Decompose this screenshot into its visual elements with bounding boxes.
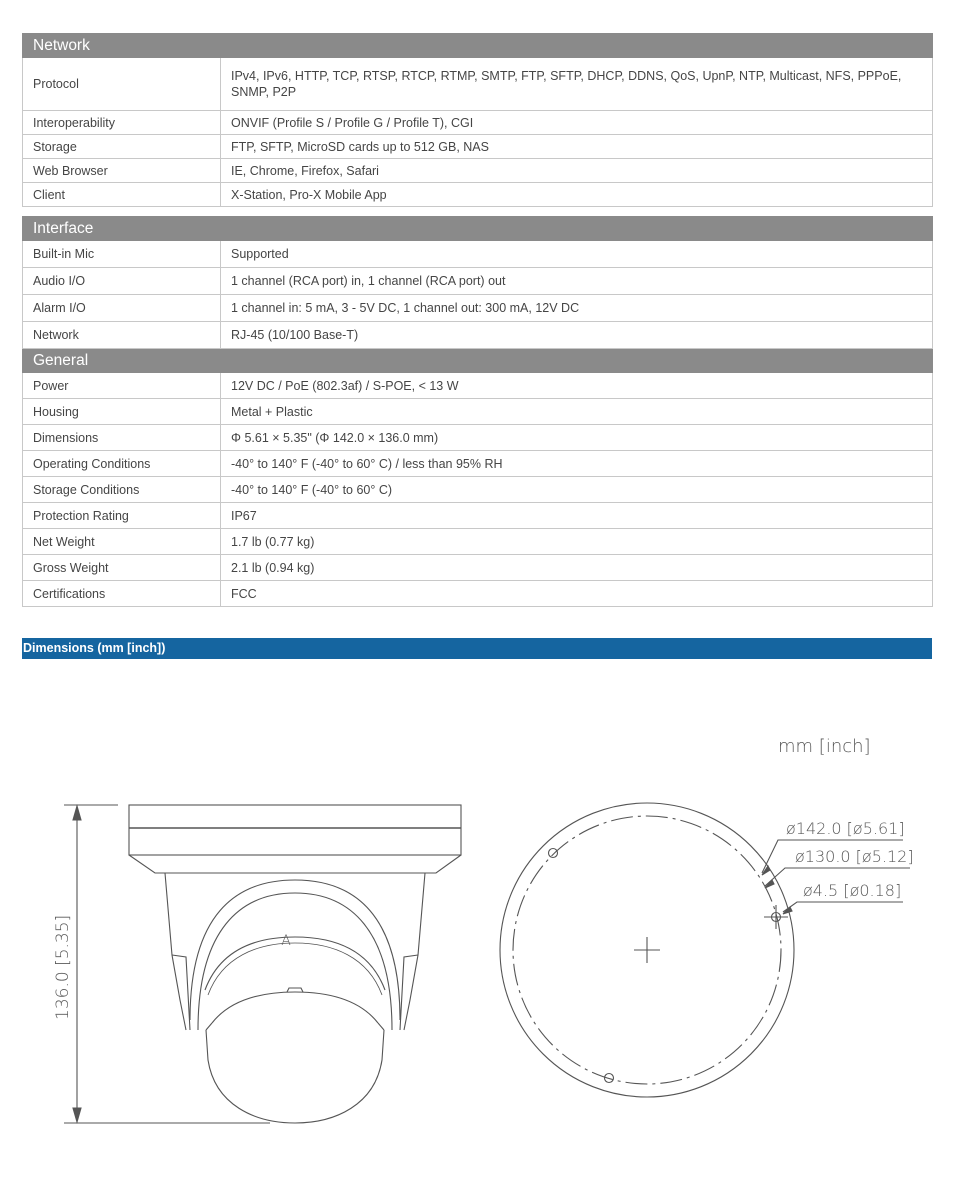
spec-label: Interoperability [23, 111, 221, 135]
spec-value-line: SNMP, P2P [231, 85, 297, 99]
spec-value: IE, Chrome, Firefox, Safari [221, 159, 933, 183]
section-header-interface: Interface [23, 217, 933, 241]
spec-label: Protection Rating [23, 503, 221, 529]
spec-label: Housing [23, 399, 221, 425]
spec-value: 12V DC / PoE (802.3af) / S-POE, < 13 W [221, 373, 933, 399]
spec-value: 1 channel in: 5 mA, 3 - 5V DC, 1 channel out: 300 mA, 12V DC [221, 295, 933, 322]
spec-value: FTP, SFTP, MicroSD cards up to 512 GB, NAS [221, 135, 933, 159]
table-row [23, 581, 933, 607]
table-row [23, 241, 933, 268]
spec-label: Built-in Mic [23, 241, 221, 268]
table-row [23, 159, 933, 183]
spec-value: 1.7 lb (0.77 kg) [221, 529, 933, 555]
table-row [23, 183, 933, 207]
spec-label: Protocol [23, 58, 221, 111]
hole-label: ø4.5 [ø0.18] [803, 881, 902, 900]
spec-label: Net Weight [23, 529, 221, 555]
spec-value [221, 58, 933, 111]
spec-label: Network [23, 322, 221, 349]
spec-label: Operating Conditions [23, 451, 221, 477]
table-row [23, 477, 933, 503]
spec-value: IP67 [221, 503, 933, 529]
spec-value: ONVIF (Profile S / Profile G / Profile T), CGI [221, 111, 933, 135]
table-row [23, 322, 933, 349]
spec-label: Gross Weight [23, 555, 221, 581]
interface-general-spec-table [22, 216, 933, 607]
table-row [23, 268, 933, 295]
height-dimension-line [64, 805, 270, 1123]
section-header-network: Network [23, 34, 933, 58]
table-row [23, 451, 933, 477]
height-label: 136.0 [5.35] [53, 914, 73, 1020]
spec-label: Storage [23, 135, 221, 159]
spec-value: -40° to 140° F (-40° to 60° C) / less than 95% RH [221, 451, 933, 477]
spec-label: Alarm I/O [23, 295, 221, 322]
table-row [23, 529, 933, 555]
spec-value: 1 channel (RCA port) in, 1 channel (RCA port) out [221, 268, 933, 295]
spec-label: Client [23, 183, 221, 207]
spec-value: Metal + Plastic [221, 399, 933, 425]
table-row [23, 58, 933, 111]
outer-diameter-label: ø142.0 [ø5.61] [786, 819, 905, 838]
spec-label: Storage Conditions [23, 477, 221, 503]
spec-label: Power [23, 373, 221, 399]
camera-side-view [129, 805, 461, 1123]
table-row [23, 555, 933, 581]
table-row [23, 111, 933, 135]
unit-note: mm [inch] [778, 736, 871, 757]
spec-label: Dimensions [23, 425, 221, 451]
spec-value-line: IPv4, IPv6, HTTP, TCP, RTSP, RTCP, RTMP, SMTP, FTP, SFTP, DHCP, DDNS, QoS, UpnP, NTP, Multicast, NFS, PPPoE, [231, 69, 902, 83]
table-row [23, 295, 933, 322]
table-row [23, 135, 933, 159]
spec-value: RJ-45 (10/100 Base-T) [221, 322, 933, 349]
spec-label: Web Browser [23, 159, 221, 183]
mount-hole [549, 849, 558, 858]
dimension-drawing [0, 700, 966, 1160]
bolt-circle-label: ø130.0 [ø5.12] [795, 847, 914, 866]
table-row [23, 373, 933, 399]
spec-value: FCC [221, 581, 933, 607]
spec-label: Certifications [23, 581, 221, 607]
spec-value: Φ 5.61 × 5.35" (Φ 142.0 × 136.0 mm) [221, 425, 933, 451]
table-row [23, 399, 933, 425]
dimensions-section-header: Dimensions (mm [inch]) [22, 638, 932, 659]
spec-value: Supported [221, 241, 933, 268]
spec-value: 2.1 lb (0.94 kg) [221, 555, 933, 581]
brand-logo-icon: A [281, 933, 291, 949]
table-row [23, 425, 933, 451]
table-row [23, 503, 933, 529]
hole-leader [783, 902, 903, 912]
spec-value: X-Station, Pro-X Mobile App [221, 183, 933, 207]
section-header-general: General [23, 349, 933, 373]
network-spec-table [22, 33, 933, 207]
spec-label: Audio I/O [23, 268, 221, 295]
spec-value: -40° to 140° F (-40° to 60° C) [221, 477, 933, 503]
